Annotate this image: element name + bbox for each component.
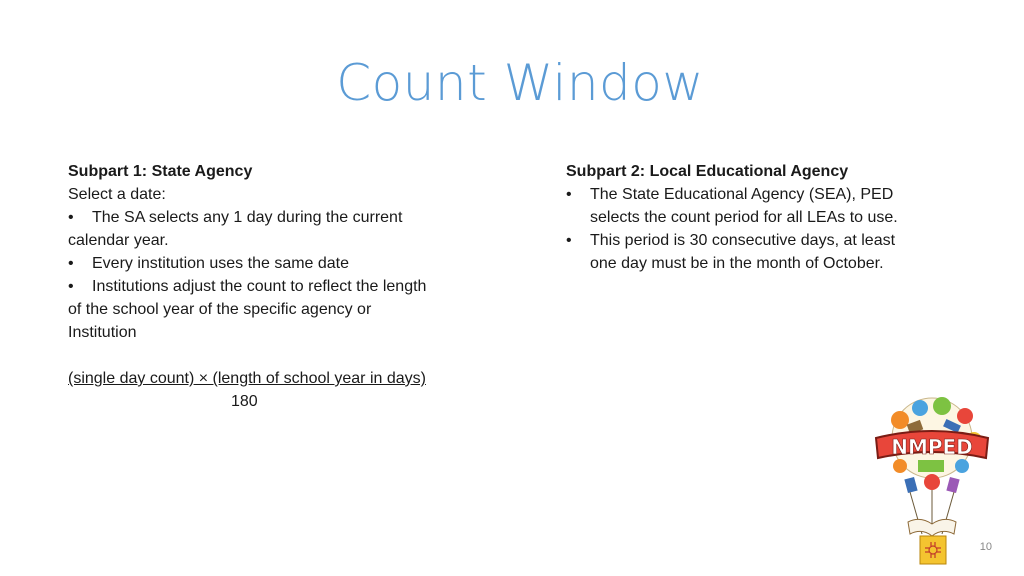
subpart1-intro: Select a date: (68, 186, 166, 203)
new-mexico-box-icon (920, 536, 946, 564)
subpart2-column (566, 160, 926, 275)
bullet-text: Institutions adjust the count to reflect the length (92, 278, 427, 295)
bullet-continuation: of the school year of the specific agency or (68, 301, 372, 318)
bullet-icon: • (566, 186, 572, 203)
subpart1-heading: Subpart 1: State Agency (68, 163, 253, 180)
logo-text: NMPED (891, 435, 973, 459)
formula-numerator: (single day count) × (length of school year in days) (68, 370, 426, 387)
bullet-icon: • (68, 255, 74, 272)
nmped-logo (870, 394, 994, 570)
subpart2-heading: Subpart 2: Local Educational Agency (566, 163, 849, 180)
bullet-text: Every institution uses the same date (92, 255, 350, 272)
bullet-item (566, 183, 926, 229)
bullet-continuation: Institution (68, 324, 137, 341)
logo-banner (876, 431, 988, 459)
formula-denominator: 180 (231, 393, 258, 410)
bullet-item (68, 275, 488, 298)
bullet-text: The State Educational Agency (SEA), PED selects the count period for all LEAs to use. (590, 186, 898, 226)
bullet-item (566, 229, 926, 275)
slide-title: Count Window (336, 54, 704, 112)
bullet-icon: • (566, 232, 572, 249)
bullet-continuation: calendar year. (68, 232, 169, 249)
bullet-item (68, 206, 488, 229)
bullet-icon: • (68, 278, 74, 295)
bullet-icon: • (68, 209, 74, 226)
bullet-item (68, 252, 488, 275)
subpart1-column (68, 160, 488, 413)
bullet-text: This period is 30 consecutive days, at least one day must be in the month of October. (590, 232, 896, 272)
bullet-text: The SA selects any 1 day during the current (92, 209, 403, 226)
page-number: 10 (979, 541, 992, 553)
